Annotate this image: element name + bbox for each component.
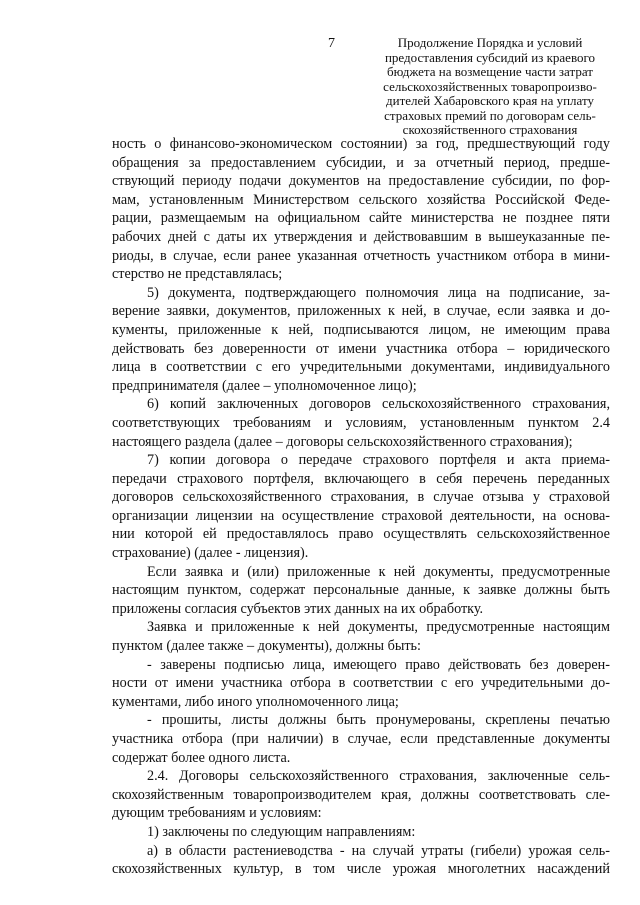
running-header-line: дителей Хабаровского края на уплату: [386, 93, 594, 108]
text-line: Заявка и приложенные к ней документы, предусмотренные настоящим: [147, 619, 610, 636]
text-line: передачи страхового портфеля, включающего в себя перечень переданных: [112, 470, 610, 487]
text-line: настоящего раздела (далее – договоры сельскохозяйственного страхования);: [112, 433, 573, 450]
text-line: ность о финансово-экономическом состоянии) за год, предшествующий году: [112, 136, 610, 152]
text-line: рации, размещаемым на официальном сайте министерства не позднее пяти: [112, 210, 610, 227]
text-line: 1) заключены по следующим направлениям:: [147, 823, 416, 840]
text-line: а) в области растениеводства - на случай утраты (гибели) урожая сель-: [147, 842, 610, 859]
text-line: участника отбора (при наличии) в случае, если представленные документы: [112, 731, 610, 747]
running-header-line: предоставления субсидий из краевого: [384, 49, 596, 65]
text-line: 6) копий заключенных договоров сельскохозяйственного страхования,: [147, 396, 610, 413]
text-line: - прошиты, листы должны быть пронумерованы, скреплены печатью: [147, 712, 610, 729]
text-line: стерство не представлялась;: [112, 266, 283, 283]
text-line: пунктом (далее также – документы), должны быть:: [112, 638, 421, 655]
page-number: 7: [328, 36, 335, 51]
text-line: действовать без доверенности от имени участника отбора – юридического: [112, 340, 610, 357]
document-body: [112, 135, 610, 879]
text-line: рабочих дней с даты их утверждения и действовавшим в вышеуказанные пе-: [112, 228, 610, 245]
text-line: верение заявки, документов, приложенных к ней, в случае, если заявка и до-: [112, 303, 610, 320]
text-line: соответствующих требованиям и условиям, установленным пунктом 2.4: [112, 414, 610, 431]
running-header-line: скохозяйственного страхования: [402, 122, 578, 137]
text-line: приложены согласия субъектов этих данных на их обработку.: [112, 600, 484, 617]
text-line: нии которой ей предоставлялось право осуществлять сельскохозяйственное: [112, 526, 610, 543]
text-line: содержат более одного листа.: [112, 749, 291, 766]
running-header-line: Продолжение Порядка и условий: [397, 35, 583, 50]
text-line: Если заявка и (или) приложенные к ней документы, предусмотренные: [147, 563, 610, 580]
text-line: договоров сельскохозяйственного страхования, в случае отзыва у страховой: [112, 489, 610, 506]
running-header-line: сельскохозяйственных товаропроизво-: [383, 78, 597, 94]
text-line: предпринимателя (далее – уполномоченное лицо);: [112, 377, 417, 394]
text-line: кументами, либо иного уполномоченного лица;: [112, 693, 399, 710]
text-line: 2.4. Договоры сельскохозяйственного страхования, заключенные сель-: [147, 768, 610, 785]
text-line: 5) документа, подтверждающего полномочия лица на подписание, за-: [147, 284, 610, 301]
text-line: кументы, приложенные к ней, подписываются лицом, не имеющим права: [112, 321, 610, 338]
text-line: лица в соответствии с его учредительными документами, индивидуального: [112, 359, 610, 376]
text-line: - заверены подписью лица, имеющего право действовать без доверен-: [147, 656, 610, 673]
text-line: настоящим пунктом, содержат персональные данные, к заявке должны быть: [112, 582, 610, 599]
text-line: скохозяйственным товаропроизводителем края, должны соответствовать сле-: [112, 786, 610, 803]
text-line: 7) копии договора о передаче страхового портфеля и акта приема-: [147, 452, 610, 469]
text-line: ствующий периоду подачи документов на предоставление субсидии, по фор-: [112, 173, 610, 190]
text-line: организации лицензии на осуществление страховой деятельности, на основа-: [112, 507, 610, 524]
text-line: страхование) (далее - лицензия).: [112, 545, 309, 562]
text-line: скохозяйственных культур, в том числе урожая многолетних насаждений: [112, 861, 610, 878]
text-line: мам, установленным Министерством сельского хозяйства Российской Феде-: [112, 191, 610, 208]
running-header-line: бюджета на возмещение части затрат: [387, 64, 593, 79]
text-line: ности от имени участника отбора в соответствии с его учредительными до-: [112, 675, 610, 692]
text-line: дующим требованиям и условиям:: [112, 805, 322, 822]
text-line: обращения за предоставлением субсидии, и за отчетный период, предше-: [112, 154, 610, 171]
running-header-line: страховых премий по договорам сель-: [384, 107, 596, 123]
text-line: риоды, в случае, если ранее указанная отчетность участником отбора в мини-: [112, 247, 610, 264]
running-header: [370, 36, 610, 138]
